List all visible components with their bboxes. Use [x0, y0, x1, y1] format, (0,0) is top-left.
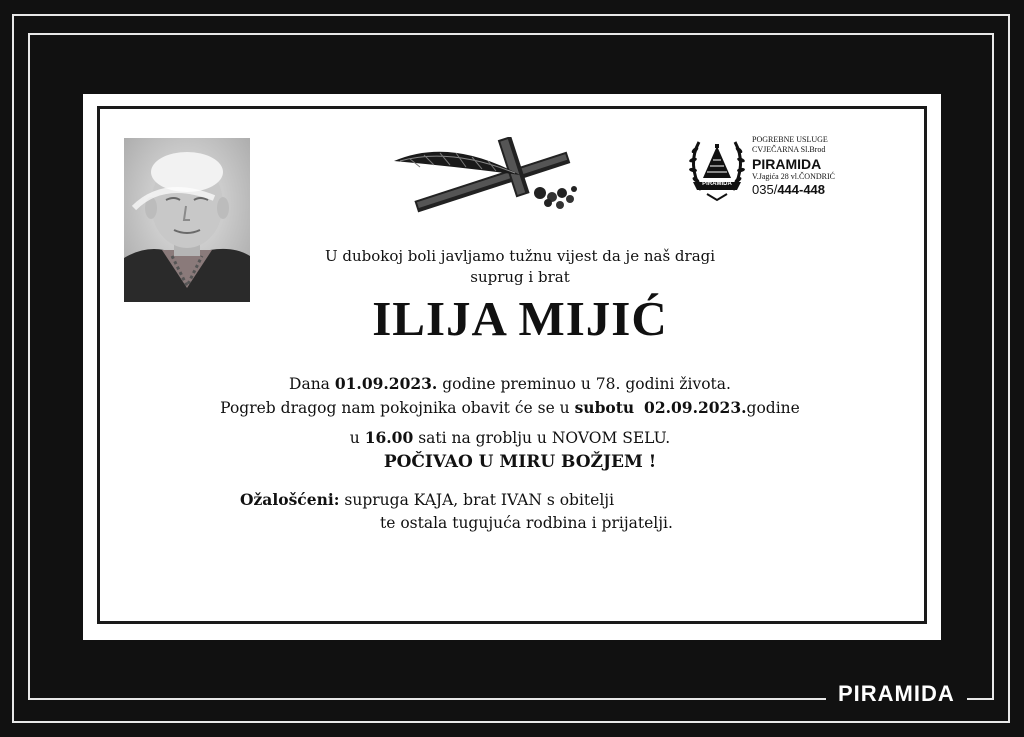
logo-florist-line: CVJEČARNA Sl.Brod	[752, 145, 826, 154]
intro-line-1: U dubokoj boli javljamo tužnu vijest da je naš dragi	[324, 247, 716, 265]
cross-icon	[390, 137, 586, 213]
laurel-wreath-logo	[685, 134, 749, 202]
deceased-name: ILIJA MIJIĆ	[372, 291, 668, 346]
mourners-line-1: Ožalošćeni: supruga KAJA, brat IVAN s obitelji	[240, 490, 615, 509]
funeral-time-line: u 16.00 sati na groblju u NOVOM SELU.	[349, 428, 671, 447]
logo-address: V.Jagića 28 vl.ČONDRIĆ	[752, 172, 835, 181]
death-date-line: Dana 01.09.2023. godine preminuo u 78. godini života.	[289, 374, 731, 393]
logo-phone: 035/444-448	[752, 182, 826, 197]
logo-brand-name: PIRAMIDA	[752, 156, 822, 172]
cross-palm-emblem	[390, 137, 586, 213]
logo-badge: PIRAMIDA	[702, 181, 732, 187]
mourners-line-2: te ostala tugujuća rodbina i prijatelji.	[380, 514, 673, 532]
logo-services-line: POGREBNE USLUGE	[752, 135, 828, 144]
pyramid-icon	[685, 134, 749, 202]
intro-line-2: suprug i brat	[470, 268, 570, 286]
funeral-date-line: Pogreb dragog nam pokojnika obavit će se u subotu 02.09.2023.godine	[220, 398, 800, 417]
notice-intro	[200, 246, 840, 288]
funeral-service-logo-text	[752, 135, 872, 197]
footer-brand: PIRAMIDA	[826, 680, 967, 708]
rest-in-peace: POČIVAO U MIRU BOŽJEM !	[383, 452, 657, 472]
notice-details	[150, 372, 870, 450]
